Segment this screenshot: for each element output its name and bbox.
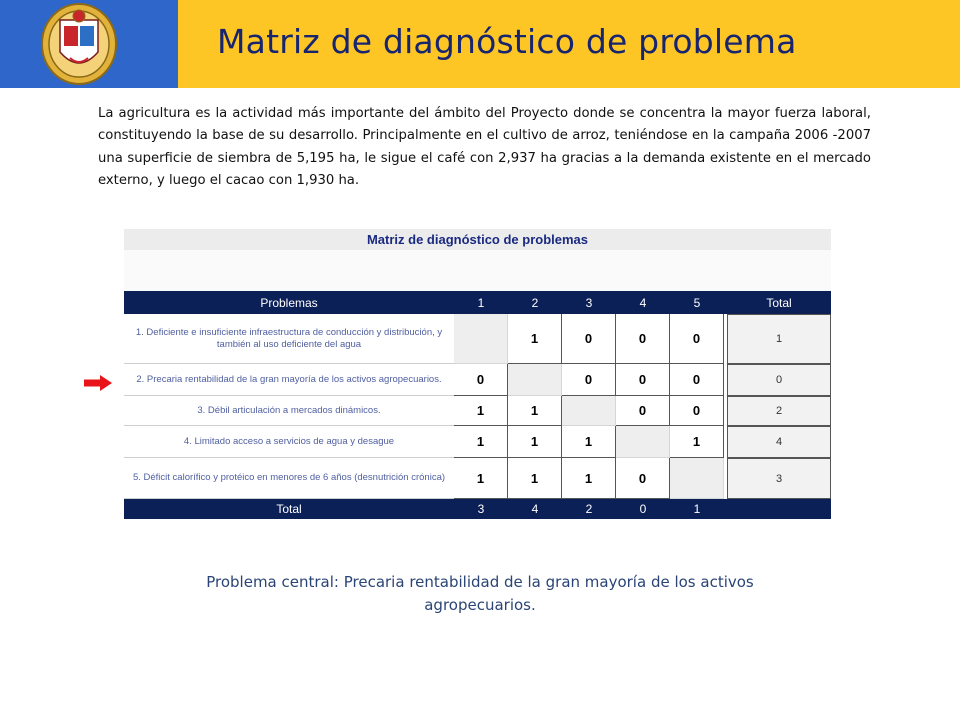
matrix-cell: 0 bbox=[454, 364, 508, 396]
page-title: Matriz de diagnóstico de problema bbox=[217, 22, 797, 61]
row-total-5: 3 bbox=[727, 458, 831, 499]
footer-col-3: 2 bbox=[585, 502, 593, 516]
matrix-cell: 1 bbox=[670, 426, 724, 458]
matrix-cell: 0 bbox=[670, 396, 724, 426]
header-col-2: 2 bbox=[531, 296, 539, 310]
matrix-cell: 0 bbox=[562, 364, 616, 396]
red-arrow-icon bbox=[84, 375, 112, 391]
problem-label-3: 3. Débil articulación a mercados dinámicos. bbox=[124, 396, 454, 426]
intro-paragraph: La agricultura es la actividad más importante del ámbito del Proyecto donde se concentra la mayor fuerza laboral, constituyendo la base de su desarrollo. Principalmente en el cultivo de arroz, teniéndose en la campaña 2006 -2007 una superficie de siembra de 5,195 ha, le sigue el café con 2,937 ha gracias a la demanda existente en el mercado externo, y luego el cacao con 1,930 ha. bbox=[98, 106, 871, 189]
matrix-cell: 0 bbox=[616, 314, 670, 364]
matrix-total-row bbox=[124, 499, 831, 519]
row-total-3: 2 bbox=[727, 396, 831, 426]
problem-label-2: 2. Precaria rentabilidad de la gran mayoría de los activos agropecuarios. bbox=[124, 364, 454, 396]
problem-label-5: 5. Déficit calorífico y protéico en menores de 6 años (desnutrición crónica) bbox=[124, 458, 454, 499]
matrix-cell bbox=[562, 396, 616, 426]
matrix-cell bbox=[508, 364, 562, 396]
university-coat-of-arms-icon bbox=[40, 2, 118, 86]
diagnosis-matrix bbox=[124, 229, 831, 519]
matrix-caption: Matriz de diagnóstico de problemas bbox=[124, 229, 831, 250]
row-total-1: 1 bbox=[727, 314, 831, 364]
matrix-cell: 0 bbox=[616, 458, 670, 499]
header-col-1: 1 bbox=[477, 296, 485, 310]
header-problems: Problemas bbox=[260, 296, 318, 310]
matrix-cell: 1 bbox=[454, 426, 508, 458]
matrix-cell: 1 bbox=[454, 458, 508, 499]
footer-col-1: 3 bbox=[477, 502, 485, 516]
central-problem-text: Problema central: Precaria rentabilidad de la gran mayoría de los activos agropecuarios. bbox=[206, 573, 754, 614]
matrix-header-row bbox=[124, 291, 831, 314]
matrix-cell: 1 bbox=[562, 426, 616, 458]
row-total-2: 0 bbox=[727, 364, 831, 396]
matrix-cell: 1 bbox=[508, 426, 562, 458]
matrix-cell: 0 bbox=[562, 314, 616, 364]
matrix-cell: 0 bbox=[616, 396, 670, 426]
header-col-3: 3 bbox=[585, 296, 593, 310]
logo-panel bbox=[0, 0, 178, 88]
problem-label-1: 1. Deficiente e insuficiente infraestructura de conducción y distribución, y también al uso deficiente del agua bbox=[124, 314, 454, 364]
header-col-5: 5 bbox=[693, 296, 701, 310]
header-col-4: 4 bbox=[639, 296, 647, 310]
matrix-cell: 0 bbox=[670, 364, 724, 396]
matrix-cell: 0 bbox=[670, 314, 724, 364]
footer-col-5: 1 bbox=[693, 502, 701, 516]
matrix-cell: 1 bbox=[454, 396, 508, 426]
row-total-4: 4 bbox=[727, 426, 831, 458]
matrix-cell: 1 bbox=[508, 458, 562, 499]
matrix-cell bbox=[616, 426, 670, 458]
footer-col-2: 4 bbox=[531, 502, 539, 516]
problem-label-4: 4. Limitado acceso a servicios de agua y desague bbox=[124, 426, 454, 458]
matrix-cell: 1 bbox=[508, 396, 562, 426]
matrix-cell: 0 bbox=[616, 364, 670, 396]
header-total: Total bbox=[766, 296, 792, 310]
matrix-cell bbox=[454, 314, 508, 364]
matrix-cell: 1 bbox=[562, 458, 616, 499]
footer-col-4: 0 bbox=[639, 502, 647, 516]
matrix-spacer bbox=[124, 250, 831, 292]
matrix-cell bbox=[670, 458, 724, 499]
footer-total-label: Total bbox=[276, 502, 302, 516]
matrix-cell: 1 bbox=[508, 314, 562, 364]
